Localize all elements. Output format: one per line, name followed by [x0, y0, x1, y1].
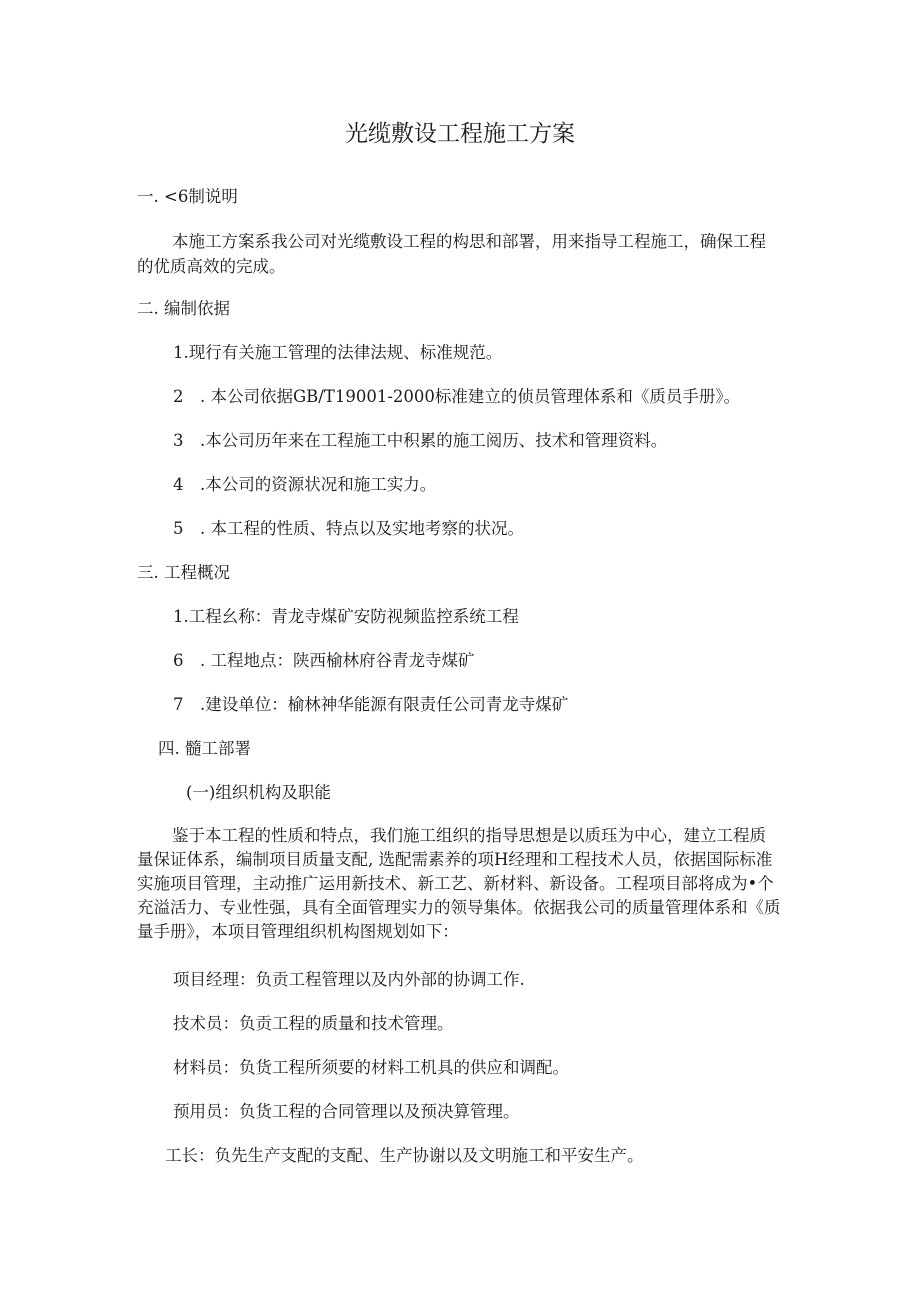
- paragraph-line: 实施项目管理，主动推广运用新技术、新工艺、新材料、新设备。工程项目部将成为•个: [137, 874, 774, 893]
- paragraph-line: 鉴于本工程的性质和特点，我们施工组织的指导思想是以质珏为中心，建立工程质: [172, 826, 766, 845]
- paragraph-line: 充溢活力、专业性强，具有全面管理实力的领导集体。依据我公司的质量管理体系和《质: [137, 898, 781, 917]
- section-heading-2: 二. 编制依据: [137, 299, 230, 318]
- list-item: 6 . 工程地点：陕西榆林府谷青龙寺煤矿: [173, 651, 475, 670]
- section-1-paragraph: [137, 229, 797, 279]
- section-heading-3: 三. 工程概况: [137, 563, 230, 582]
- list-item: 7 .建设单位：榆林神华能源有限责任公司青龙寺煤矿: [173, 695, 569, 714]
- section-heading-4: 四. 髓工部署: [158, 739, 251, 758]
- section-4-paragraph: [137, 824, 797, 944]
- subsection-heading: (一)组织机构及职能: [186, 783, 331, 802]
- list-item: 1.工程幺称：青龙寺煤矿安防视频监控系统工程: [173, 607, 519, 626]
- list-item: 4 .本公司的资源状况和施工实力。: [173, 475, 437, 494]
- paragraph-line: 量保证体系，编制项目质量支配, 选配需素养的项H经理和工程技术人员，依据国际标准: [137, 850, 773, 869]
- list-item: 5 . 本工程的性质、特点以及实地考察的状况。: [173, 519, 524, 538]
- list-item: 1.现行有关施工管理的法律法规、标准规范。: [173, 343, 503, 362]
- role-item: 材料员：负货工程所须要的材料工机具的供应和调配。: [173, 1058, 569, 1077]
- paragraph-line: 的优质高效的完成。: [137, 257, 286, 276]
- list-item: 2 . 本公司依据GB/T19001-2000标准建立的侦员管理体系和《质员手册》。: [173, 387, 741, 406]
- list-item: 3 .本公司历年来在工程施工中积累的施工阅历、技术和管理资料。: [173, 431, 668, 450]
- role-item: 工长：负先生产支配的支配、生产协谢以及文明施工和平安生产。: [165, 1146, 644, 1165]
- role-item: 技术员：负贡工程的质量和技术管理。: [173, 1014, 454, 1033]
- section-heading-1: 一. <6制说明: [137, 187, 238, 206]
- paragraph-line: 本施工方案系我公司对光缆敷设工程的构思和部署，用来指导工程施工，确保工程: [172, 232, 766, 251]
- document-title: 光缆敷设工程施工方案: [345, 121, 575, 147]
- role-item: 预用员：负货工程的合同管理以及预决算管理。: [173, 1102, 520, 1121]
- paragraph-line: 量手册》，本项目管理组织机构图规划如下：: [137, 922, 459, 941]
- role-item: 项目经理：负贡工程管理以及内外部的协调工作.: [173, 970, 525, 989]
